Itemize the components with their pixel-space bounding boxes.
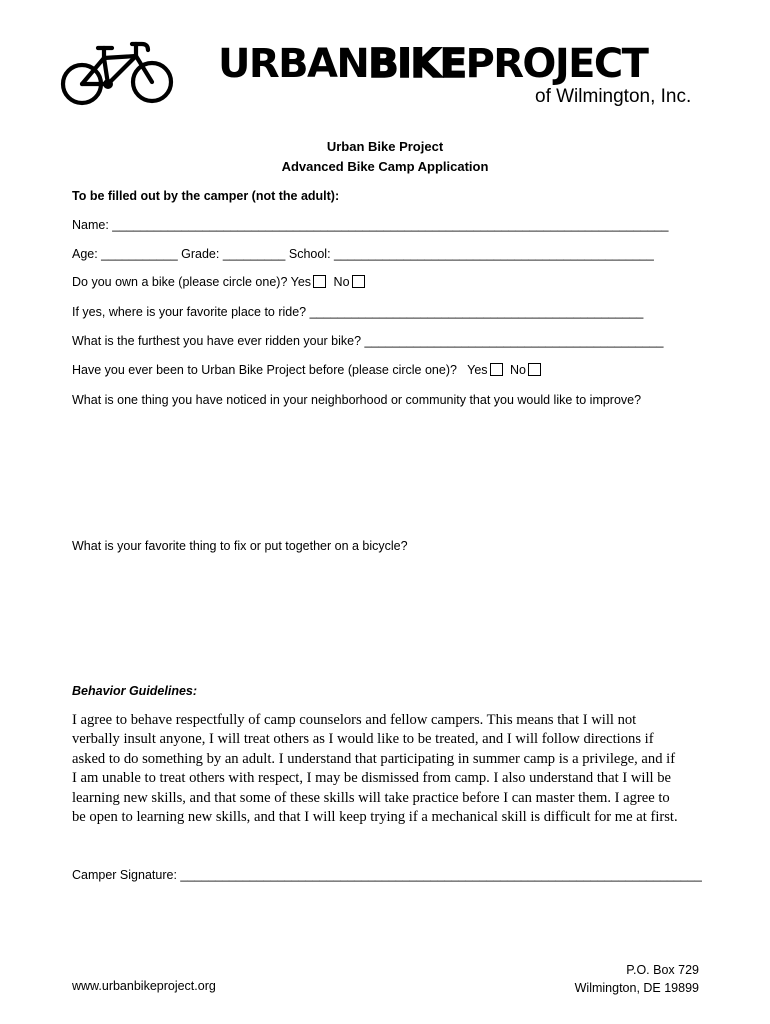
org-title: Urban Bike Project [326, 139, 444, 154]
furthest-ride-field[interactable]: What is the furthest you have ever ridden your bike? ___________________________________________ [72, 334, 664, 348]
logo-subtitle: of Wilmington, Inc. [535, 86, 692, 107]
been-before-no-checkbox[interactable] [528, 363, 541, 376]
own-bike-no-label: No [333, 275, 350, 289]
bicycle-icon [58, 38, 176, 106]
footer-city: Wilmington, DE 19899 [574, 981, 699, 995]
footer-po-box: P.O. Box 729 [626, 963, 699, 977]
own-bike-question [72, 275, 369, 289]
footer-address [575, 961, 699, 997]
been-before-no-label: No [510, 363, 527, 377]
logo-word-project: PROJECT [465, 41, 648, 87]
been-before-yes-checkbox[interactable] [490, 363, 503, 376]
fix-question: What is your favorite thing to fix or put together on a bicycle? [72, 539, 408, 553]
improve-question: What is one thing you have noticed in your neighborhood or community that you would like to improve? [72, 393, 642, 407]
been-before-question [72, 363, 545, 377]
been-before-yes-label: Yes [467, 363, 488, 377]
own-bike-yes-label: Yes [290, 275, 312, 289]
logo-word-urban: URBAN [218, 41, 369, 87]
logo-word-bike: BIKE [368, 41, 466, 87]
form-title: Advanced Bike Camp Application [281, 159, 489, 174]
favorite-place-field[interactable]: If yes, where is your favorite place to ride? ________________________________________________ [72, 305, 644, 319]
behavior-paragraph: I agree to behave respectfully of camp counselors and fellow campers. This means that I will not verbally insult anyone, I will treat others as I would like to be treated, and I will follow directions if asked to do something by an adult. I understand that participating in summer camp is a privilege, and if I am unable to treat others with respect, I may be dismissed from camp. I also understand that I will be learning new skills, and that some of these skills will take practice before I can master them. I agree to be open to learning new skills, and that I will keep trying if a mechanical skill is difficult for me at first. [72, 712, 678, 826]
logo-wordmark [218, 41, 718, 87]
name-field[interactable]: Name: ________________________________________________________________________________ [72, 218, 669, 232]
age-grade-school-field[interactable]: Age: ___________ Grade: _________ School: ______________________________________________ [72, 247, 654, 261]
camper-signature-field[interactable]: Camper Signature: ___________________________________________________________________________ [72, 868, 702, 882]
footer-website: www.urbanbikeproject.org [72, 979, 216, 993]
own-bike-yes-checkbox[interactable] [313, 275, 326, 288]
been-before-label: Have you ever been to Urban Bike Project before (please circle one)? [72, 363, 457, 377]
own-bike-label: Do you own a bike (please circle one)? [72, 275, 288, 289]
behavior-heading: Behavior Guidelines: [72, 684, 198, 698]
instruction-text: To be filled out by the camper (not the adult): [72, 189, 340, 203]
own-bike-no-checkbox[interactable] [352, 275, 365, 288]
